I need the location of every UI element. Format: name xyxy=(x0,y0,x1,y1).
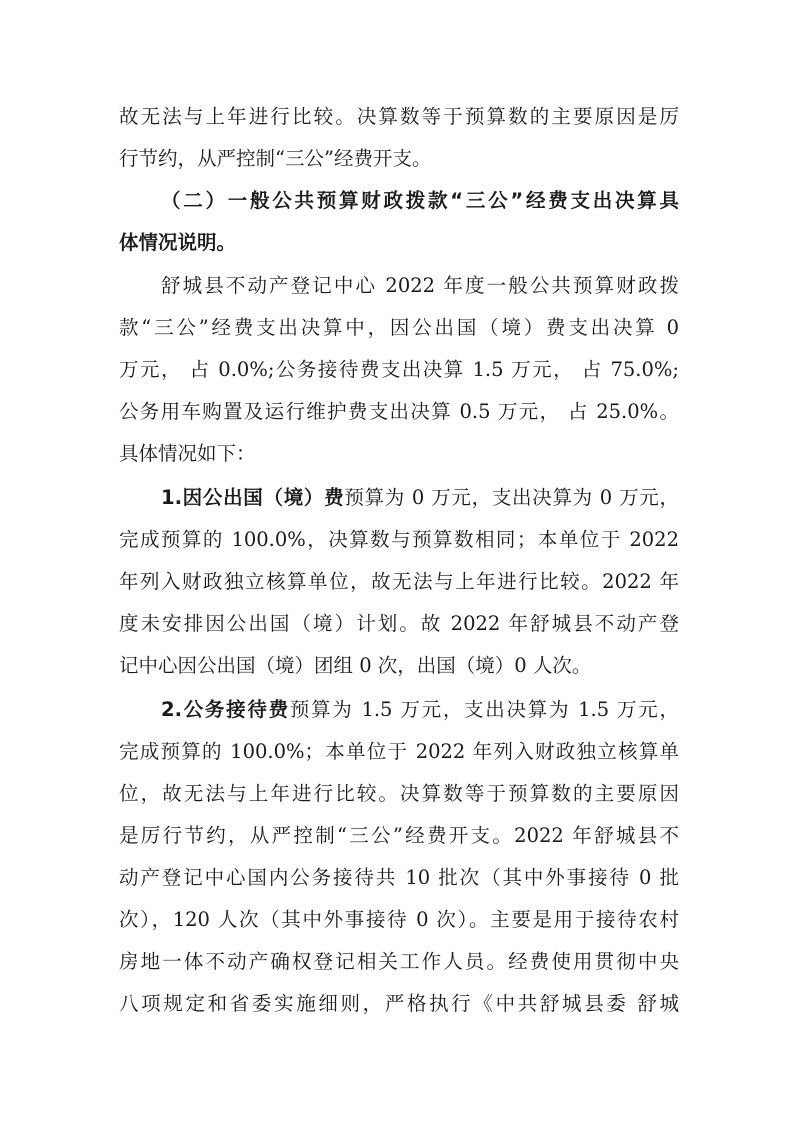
paragraph-line: 八项规定和省委实施细则，严格执行《中共舒城县委 舒城 xyxy=(119,992,679,1015)
item-2-line xyxy=(161,690,679,730)
item-1-text: 预算为 0 万元，支出决算为 0 万元， xyxy=(344,486,680,509)
item-2-text: 预算为 1.5 万元，支出决算为 1.5 万元， xyxy=(289,698,679,721)
item-1-label: 1.因公出国（境）费 xyxy=(161,486,345,509)
paragraph-line: 故无法与上年进行比较。决算数等于预算数的主要原因是厉 xyxy=(119,105,679,128)
paragraph-line: 年列入财政独立核算单位，故无法与上年进行比较。2022 年 xyxy=(119,570,679,593)
paragraph-line: 次），120 人次（其中外事接待 0 次）。主要是用于接待农村 xyxy=(119,908,679,931)
paragraph-line: 款“三公”经费支出决算中，因公出国（境）费支出决算 0 xyxy=(119,316,679,339)
section-heading-line: 体情况说明。 xyxy=(119,231,237,254)
section-heading-line: （二）一般公共预算财政拨款“三公”经费支出决算具 xyxy=(161,189,679,212)
paragraph-line: 舒城县不动产登记中心 2022 年度一般公共预算财政拨 xyxy=(161,274,679,297)
item-1-line xyxy=(161,478,679,518)
paragraph-line: 完成预算的 100.0%；本单位于 2022 年列入财政独立核算单 xyxy=(119,740,679,763)
paragraph-line: 行节约，从严控制“三公”经费开支。 xyxy=(119,147,432,170)
item-2-label: 2.公务接待费 xyxy=(161,698,290,721)
paragraph-line: 万元， 占 0.0%;公务接待费支出决算 1.5 万元， 占 75.0%; xyxy=(119,358,679,381)
paragraph-line: 动产登记中心国内公务接待共 10 批次（其中外事接待 0 批 xyxy=(119,866,679,889)
paragraph-line: 度未安排因公出国（境）计划。故 2022 年舒城县不动产登 xyxy=(119,612,679,635)
paragraph-line: 公务用车购置及运行维护费支出决算 0.5 万元， 占 25.0%。 xyxy=(119,400,679,423)
paragraph-line: 房地一体不动产确权登记相关工作人员。经费使用贯彻中央 xyxy=(119,950,679,973)
paragraph-line: 是厉行节约，从严控制“三公”经费开支。2022 年舒城县不 xyxy=(119,824,679,847)
paragraph-line: 位，故无法与上年进行比较。决算数等于预算数的主要原因 xyxy=(119,782,679,805)
paragraph-line: 记中心因公出国（境）团组 0 次，出国（境）0 人次。 xyxy=(119,654,592,677)
paragraph-line: 具体情况如下： xyxy=(119,442,256,465)
paragraph-line: 完成预算的 100.0%，决算数与预算数相同；本单位于 2022 xyxy=(119,528,679,551)
